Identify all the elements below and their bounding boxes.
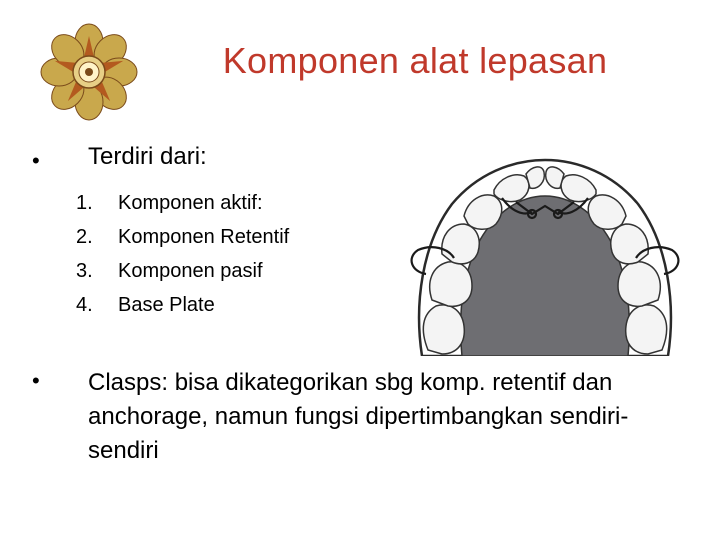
list-number: 1. xyxy=(76,192,93,214)
list-label: Base Plate xyxy=(118,294,215,316)
bullet-marker: • xyxy=(32,368,40,393)
list-number: 3. xyxy=(76,260,93,282)
list-item xyxy=(76,254,289,288)
component-list xyxy=(76,186,289,322)
bullet-2-text: Clasps: bisa dikategorikan sbg komp. retentif dan anchorage, namun fungsi dipertimbangkan sendiri-sendiri xyxy=(88,369,629,464)
list-item xyxy=(76,186,289,220)
list-item xyxy=(76,220,289,254)
bullet-1-text: Terdiri dari: xyxy=(88,143,207,170)
list-number: 4. xyxy=(76,294,93,316)
page-title: Komponen alat lepasan xyxy=(222,40,608,81)
list-label: Komponen Retentif xyxy=(118,226,290,248)
removable-appliance-diagram-icon xyxy=(392,154,698,356)
list-item xyxy=(76,288,289,322)
list-label: Komponen pasif xyxy=(118,260,263,282)
list-number: 2. xyxy=(76,226,93,248)
list-label: Komponen aktif: xyxy=(118,192,263,214)
bullet-marker: • xyxy=(32,148,40,173)
